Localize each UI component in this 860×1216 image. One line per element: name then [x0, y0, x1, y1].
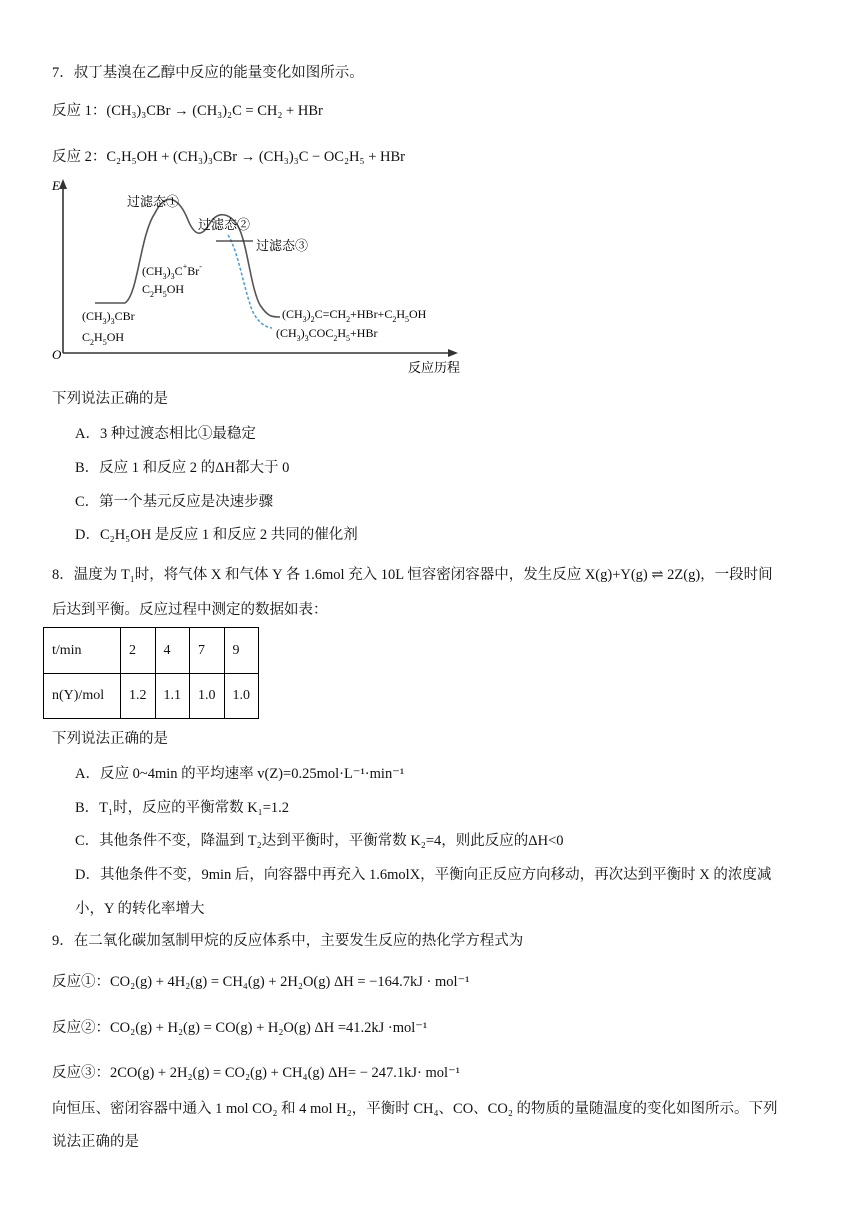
table-row — [44, 628, 259, 674]
q7-reaction-2-equation: C₂H₅OH + (CH₃)₃CBr → (CH₃)₃C − OC₂H₅ + HBr — [106, 149, 405, 165]
table-row — [44, 674, 259, 719]
table-cell: t/min — [44, 628, 121, 674]
q8-option-a[interactable]: A．反应 0~4min 的平均速率 v(Z)=0.25mol·L⁻¹·min⁻¹ — [75, 766, 405, 782]
q7-option-d[interactable]: D．C₂H₅OH 是反应 1 和反应 2 共同的催化剂 — [75, 527, 358, 543]
product-1-label — [282, 307, 427, 324]
svg-text:(CH3)3CBr: $(CH_3)_3CBr$ — [82, 309, 135, 326]
q8-data-table — [43, 627, 259, 719]
q9-stem: 9．在二氧化碳加氢制甲烷的反应体系中，主要发生反应的热化学方程式为 — [52, 933, 524, 949]
ts2-label: 过滤态② — [198, 217, 251, 232]
q8-prompt: 下列说法正确的是 — [52, 731, 168, 747]
q9-reaction-2: 反应②：CO₂(g) + H₂(g) = CO(g) + H₂O(g) ΔH =41.2kJ ·mol⁻¹ — [52, 1020, 428, 1036]
svg-text:(CH3)3COC2H5+HBr: $(CH_3)_3COC_2H_5+HBr$ — [276, 326, 378, 343]
ts3-label: 过滤态③ — [256, 238, 309, 253]
q9-reaction-3: 反应③：2CO(g) + 2H₂(g) = CO₂(g) + CH₄(g) ΔH= − 247.1kJ· mol⁻¹ — [52, 1065, 461, 1081]
svg-text:(CH3)2C=CH2+HBr+C2H5OH: $(CH_3)_2C=CH_2+HBr+C_2H_5OH$ — [282, 307, 427, 324]
energy-diagram — [40, 175, 480, 380]
q9-reaction-1: 反应①：CO₂(g) + 4H₂(g) = CH₄(g) + 2H₂O(g) ΔH = −164.7kJ · mol⁻¹ — [52, 974, 470, 990]
q8-option-d[interactable]: D．其他条件不变，9min 后，向容器中再充入 1.6molX，平衡向正反应方向移动，再次达到平衡时 X 的浓度减 — [75, 867, 772, 883]
table-cell: 9 — [224, 628, 259, 674]
intermediate-label — [142, 262, 202, 299]
energy-curve-reaction-1 — [95, 199, 280, 317]
q7-reaction-2-label: 反应 2： — [52, 149, 107, 165]
product-2-label — [276, 326, 377, 343]
energy-axis-y-label: E — [52, 178, 60, 193]
reactants-label — [82, 309, 135, 347]
q7-option-a[interactable]: A．3 种过渡态相比①最稳定 — [75, 426, 256, 442]
q7-reaction-1 — [52, 99, 323, 120]
table-cell: 7 — [190, 628, 225, 674]
q8-option-b[interactable]: B．T₁时，反应的平衡常数 K₁=1.2 — [75, 800, 290, 816]
table-cell: 2 — [121, 628, 156, 674]
q9-tail-line-1: 向恒压、密闭容器中通入 1 mol CO₂ 和 4 mol H₂，平衡时 CH₄、CO、CO₂ 的物质的量随温度的变化如图所示。下列 — [52, 1101, 778, 1117]
table-cell: 1.2 — [121, 674, 156, 719]
table-cell: 1.0 — [190, 674, 225, 719]
table-cell: 1.0 — [224, 674, 259, 719]
q7-option-b[interactable]: B．反应 1 和反应 2 的ΔH都大于 0 — [75, 460, 290, 476]
energy-origin-label: O — [52, 347, 62, 362]
q8-stem-line-2: 后达到平衡。反应过程中测定的数据如表： — [52, 602, 328, 618]
svg-text:C2H5OH: $C_2H_5OH$ — [82, 330, 125, 347]
q8-option-d-continued: 小，Y 的转化率增大 — [75, 901, 205, 917]
q7-stem: 7．叔丁基溴在乙醇中反应的能量变化如图所示。 — [52, 65, 364, 81]
q7-prompt: 下列说法正确的是 — [52, 391, 168, 407]
q8-option-c[interactable]: C．其他条件不变，降温到 T₂达到平衡时，平衡常数 K₂=4，则此反应的ΔH<0 — [75, 833, 564, 849]
q8-stem-line-1: 8．温度为 T₁时，将气体 X 和气体 Y 各 1.6mol 充入 10L 恒容密闭容器中，发生反应 X(g)+Y(g) ⇌ 2Z(g)，一段时间 — [52, 567, 773, 583]
energy-axis-x-label: 反应历程 — [408, 360, 461, 375]
energy-axis-y-arrow — [59, 179, 67, 189]
svg-text:(CH3)3C+Br-: $(CH_3)_3C^+Br^-$ — [142, 262, 202, 281]
q7-reaction-1-equation: (CH₃)₃CBr → (CH₃)₂C = CH₂ + HBr — [106, 103, 323, 119]
table-cell: n(Y)/mol — [44, 674, 121, 719]
ts1-label: 过滤态① — [127, 194, 180, 209]
energy-axis-x-arrow — [448, 349, 458, 357]
q7-option-c[interactable]: C．第一个基元反应是决速步骤 — [75, 494, 274, 510]
table-cell: 1.1 — [155, 674, 190, 719]
q9-tail-line-2: 说法正确的是 — [52, 1134, 139, 1150]
svg-text:C2H5OH: $C_2H_5OH$ — [142, 282, 185, 299]
q7-reaction-2 — [52, 145, 405, 166]
table-cell: 4 — [155, 628, 190, 674]
q7-reaction-1-label: 反应 1： — [52, 103, 107, 119]
